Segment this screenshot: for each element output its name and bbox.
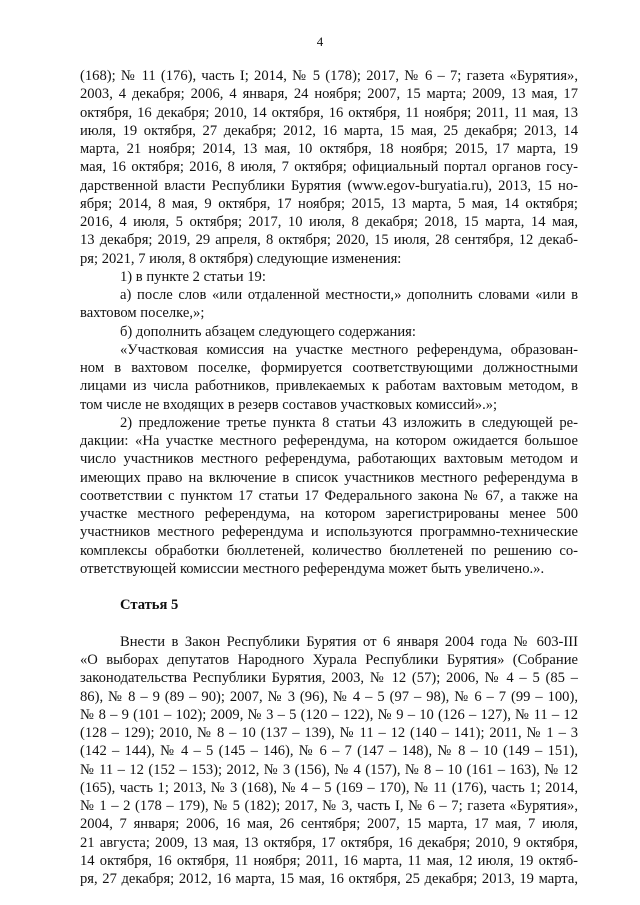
text-line: мая, 16 октября; 2016, 8 июля, 7 октября; официальный портал органов госу- bbox=[80, 159, 578, 176]
text-line: № 11 – 12 (152 – 153); 2012, № 3 (156), № 4 (157), № 8 – 10 (161 – 163), № 12 bbox=[80, 761, 578, 778]
text-line: ря; 2021, 7 июля, 8 октября) следующие изменения: bbox=[80, 250, 402, 267]
spacer bbox=[80, 615, 578, 633]
amendment-item-1b: б) дополнить абзацем следующего содержания: bbox=[120, 323, 416, 340]
text-line: 13 декабря; 2019, 29 апреля, 8 октября; 2020, 15 июля, 28 сентября, 12 декаб- bbox=[80, 232, 578, 249]
text-line: (168); № 11 (176), часть I; 2014, № 5 (178); 2017, № 6 – 7; газета «Бурятия», bbox=[80, 68, 578, 84]
text-line: том числе не входящих в резерв составов участковых комиссий».»; bbox=[80, 396, 498, 413]
text-line: вахтовом поселке,»; bbox=[80, 305, 205, 322]
spacer bbox=[80, 578, 578, 596]
text-line: 86), № 8 – 9 (89 – 90); 2007, № 3 (96), № 4 – 5 (97 – 98), № 6 – 7 (99 – 100), bbox=[80, 688, 578, 705]
text-line: 2) предложение третье пункта 8 статьи 43 изложить в следующей ре- bbox=[120, 414, 578, 431]
amendment-item-2 bbox=[80, 414, 578, 578]
article-heading: Статья 5 bbox=[120, 597, 179, 614]
text-line: ответствующей комиссии местного референдума может быть увеличено.». bbox=[80, 560, 545, 577]
article-5-paragraph bbox=[80, 633, 578, 889]
text-line: соответствии с пунктом 17 статьи 17 Федерального закона № 67, а также на bbox=[80, 487, 578, 504]
text-line: «Участковая комиссия на участке местного референдума, образован- bbox=[120, 341, 578, 358]
text-line: 2016, 4 июля, 5 октября; 2017, 10 июля, 8 декабря; 2018, 15 марта, 14 мая, bbox=[80, 214, 578, 230]
text-line: участников местного референдума и используются программно-технические bbox=[80, 524, 578, 541]
text-line: имеющих право на включение в список участников местного референдума в bbox=[80, 469, 578, 486]
text-line: (165), часть 1; 2013, № 3 (168), № 4 – 5 (169 – 170), № 11 (176), часть 1; 2014, bbox=[80, 779, 578, 796]
amendment-sources-paragraph bbox=[80, 67, 578, 268]
text-line: дакции: «На участке местного референдума, на котором ожидается большое bbox=[80, 433, 578, 449]
text-line: ря, 27 декабря; 2012, 16 марта, 15 мая, 16 октября, 25 декабря; 2013, 19 марта, bbox=[80, 871, 578, 887]
text-line: дарственной власти Республики Бурятия (www.egov-buryatia.ru), 2013, 15 но- bbox=[80, 177, 578, 194]
text-line: 2003, 4 декабря; 2006, 4 января, 24 ноября; 2007, 15 марта; 2009, 13 мая, 17 bbox=[80, 86, 578, 103]
text-line: число участников местного референдума, работающих вахтовым методом и bbox=[80, 451, 578, 468]
text-line: ября; 2014, 8 мая, 9 октября, 17 ноября; 2015, 13 марта, 5 мая, 14 октября; bbox=[80, 195, 578, 212]
amendment-item-1a bbox=[80, 286, 578, 323]
text-line: ном в вахтовом поселке, формируется соответствующими должностными bbox=[80, 360, 578, 376]
document-body bbox=[80, 67, 578, 888]
text-line: № 8 – 9 (101 – 102); 2009, № 3 – 5 (120 – 122), № 9 – 10 (126 – 127), № 11 – 12 bbox=[80, 706, 578, 723]
text-line: Внести в Закон Республики Бурятия от 6 января 2004 года № 603-III bbox=[120, 633, 578, 650]
text-line: № 1 – 2 (178 – 179), № 5 (182); 2017, № 3, часть I, № 6 – 7; газета «Бурятия», bbox=[80, 798, 578, 814]
text-line: участке местного референдума, на котором зарегистрированы менее 500 bbox=[80, 506, 578, 522]
amendment-item-1: 1) в пункте 2 статьи 19: bbox=[120, 268, 266, 285]
text-line: марта, 21 ноября; 2014, 13 мая, 10 октября, 18 ноября; 2015, 17 марта, 19 bbox=[80, 141, 578, 157]
text-line: лицами из числа работников, привлекаемых к работам вахтовым методом, в bbox=[80, 378, 578, 395]
text-line: 21 августа; 2009, 13 мая, 13 октября, 17 октября, 16 декабря; 2010, 9 октября, bbox=[80, 834, 578, 851]
page-number: 4 bbox=[316, 34, 324, 49]
text-line: законодательства Республики Бурятия, 2003, № 12 (57); 2006, № 4 – 5 (85 – bbox=[80, 670, 578, 687]
text-line: 2004, 7 января; 2006, 16 мая, 26 сентября; 2007, 15 марта, 17 мая, 7 июля, bbox=[80, 816, 578, 833]
text-line: (142 – 144), № 4 – 5 (145 – 146), № 6 – 7 (147 – 148), № 8 – 10 (149 – 151), bbox=[80, 743, 578, 760]
text-line: 14 октября, 16 октября, 11 ноября; 2011, 16 марта, 11 мая, 12 июля, 19 октяб- bbox=[80, 852, 578, 869]
text-line: «О выборах депутатов Народного Хурала Республики Бурятия» (Собрание bbox=[80, 652, 578, 668]
text-line: октября, 16 декабря; 2010, 14 октября, 16 октября, 11 ноября; 2011, 11 мая, 13 bbox=[80, 104, 578, 121]
text-line: а) после слов «или отдаленной местности,» дополнить словами «или в bbox=[120, 287, 578, 303]
quoted-insertion bbox=[80, 341, 578, 414]
text-line: июля, 19 октября, 27 декабря; 2012, 16 марта, 15 мая, 25 декабря; 2013, 14 bbox=[80, 122, 578, 139]
text-line: комплексы обработки бюллетеней, количество бюллетеней по решению со- bbox=[80, 542, 578, 559]
text-line: (128 – 129); 2010, № 8 – 10 (137 – 139), № 11 – 12 (140 – 141); 2011, № 1 – 3 bbox=[80, 725, 578, 741]
